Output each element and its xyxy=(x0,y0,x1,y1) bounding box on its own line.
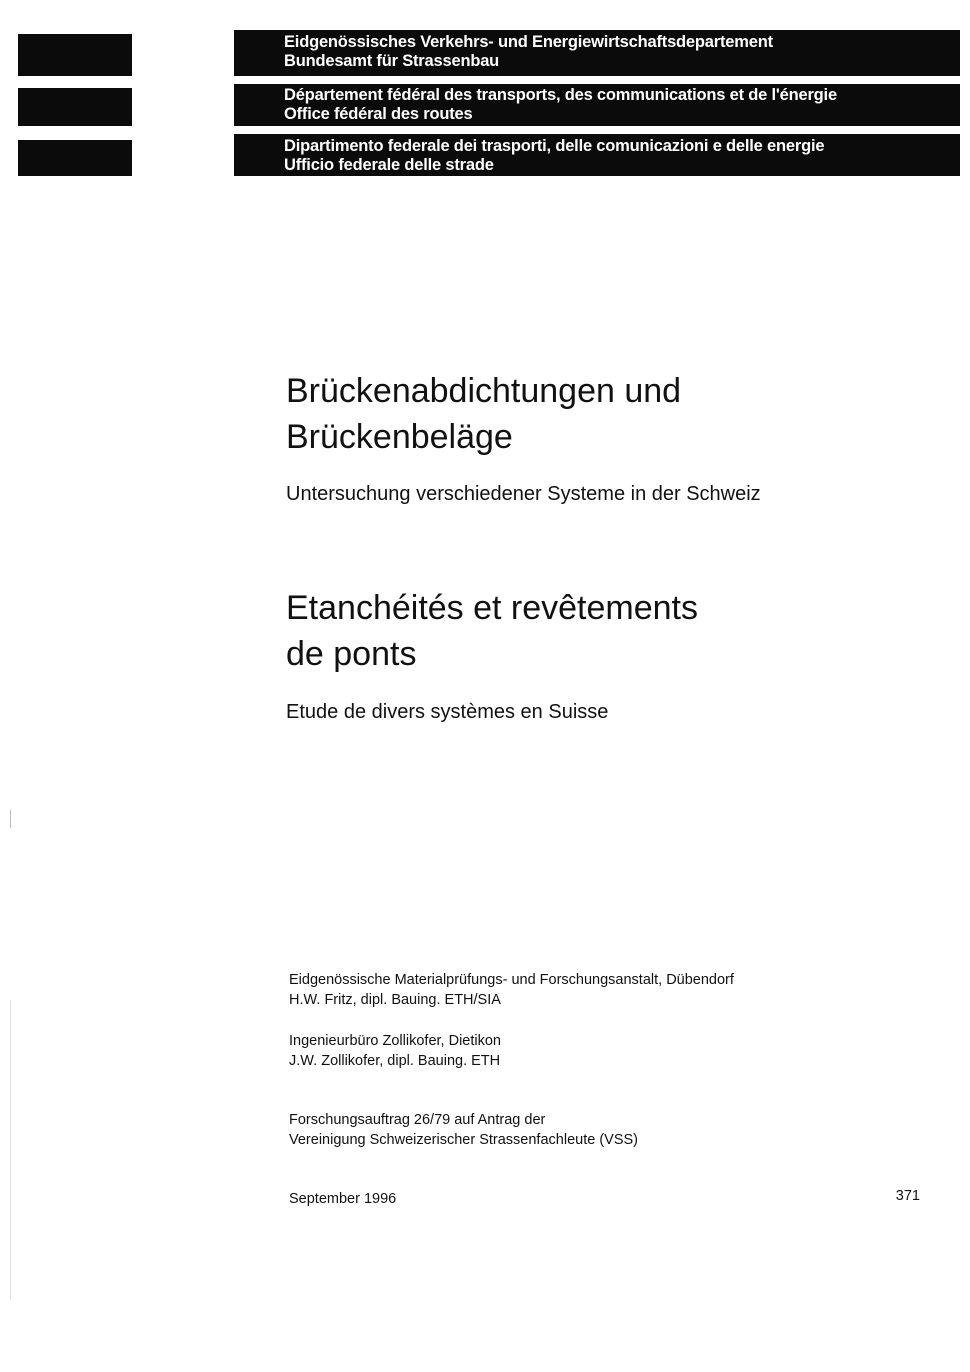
author-person: H.W. Fritz, dipl. Bauing. ETH/SIA xyxy=(289,992,501,1008)
research-line: Forschungsauftrag 26/79 auf Antrag der xyxy=(289,1112,546,1128)
subtitle-french: Etude de divers systèmes en Suisse xyxy=(286,701,609,723)
department-banner-italian xyxy=(234,134,960,176)
scan-artifact xyxy=(10,1000,11,1300)
title-french xyxy=(286,585,926,677)
title-line: Brückenbeläge xyxy=(286,418,513,456)
publication-date: September 1996 xyxy=(289,1191,397,1207)
title-german xyxy=(286,368,926,460)
office-name: Ufficio federale delle strade xyxy=(284,156,494,174)
department-name: Département fédéral des transports, des communications et de l'énergie xyxy=(284,86,837,104)
author-block xyxy=(289,970,734,1010)
title-line: Brückenabdichtungen und xyxy=(286,372,682,410)
office-name: Office fédéral des routes xyxy=(284,105,473,123)
research-line: Vereinigung Schweizerischer Strassenfachleute (VSS) xyxy=(289,1132,638,1148)
department-banner-german xyxy=(234,30,960,76)
logo-block-icon xyxy=(18,140,132,176)
research-mandate xyxy=(289,1110,638,1150)
title-line: de ponts xyxy=(286,635,417,673)
author-person: J.W. Zollikofer, dipl. Bauing. ETH xyxy=(289,1053,501,1069)
scan-artifact xyxy=(10,810,11,828)
author-block xyxy=(289,1031,501,1071)
office-name: Bundesamt für Strassenbau xyxy=(284,52,500,70)
subtitle-german: Untersuchung verschiedener Systeme in der Schweiz xyxy=(286,483,761,505)
department-name: Dipartimento federale dei trasporti, delle comunicazioni e delle energie xyxy=(284,137,825,155)
author-organization: Eidgenössische Materialprüfungs- und Forschungsanstalt, Dübendorf xyxy=(289,972,734,988)
logo-block-icon xyxy=(18,34,132,76)
title-line: Etanchéités et revêtements xyxy=(286,589,699,627)
logo-block-icon xyxy=(18,88,132,126)
department-name: Eidgenössisches Verkehrs- und Energiewirtschaftsdepartement xyxy=(284,33,773,51)
author-organization: Ingenieurbüro Zollikofer, Dietikon xyxy=(289,1033,501,1049)
page-number: 371 xyxy=(895,1188,920,1204)
department-banner-french xyxy=(234,84,960,126)
